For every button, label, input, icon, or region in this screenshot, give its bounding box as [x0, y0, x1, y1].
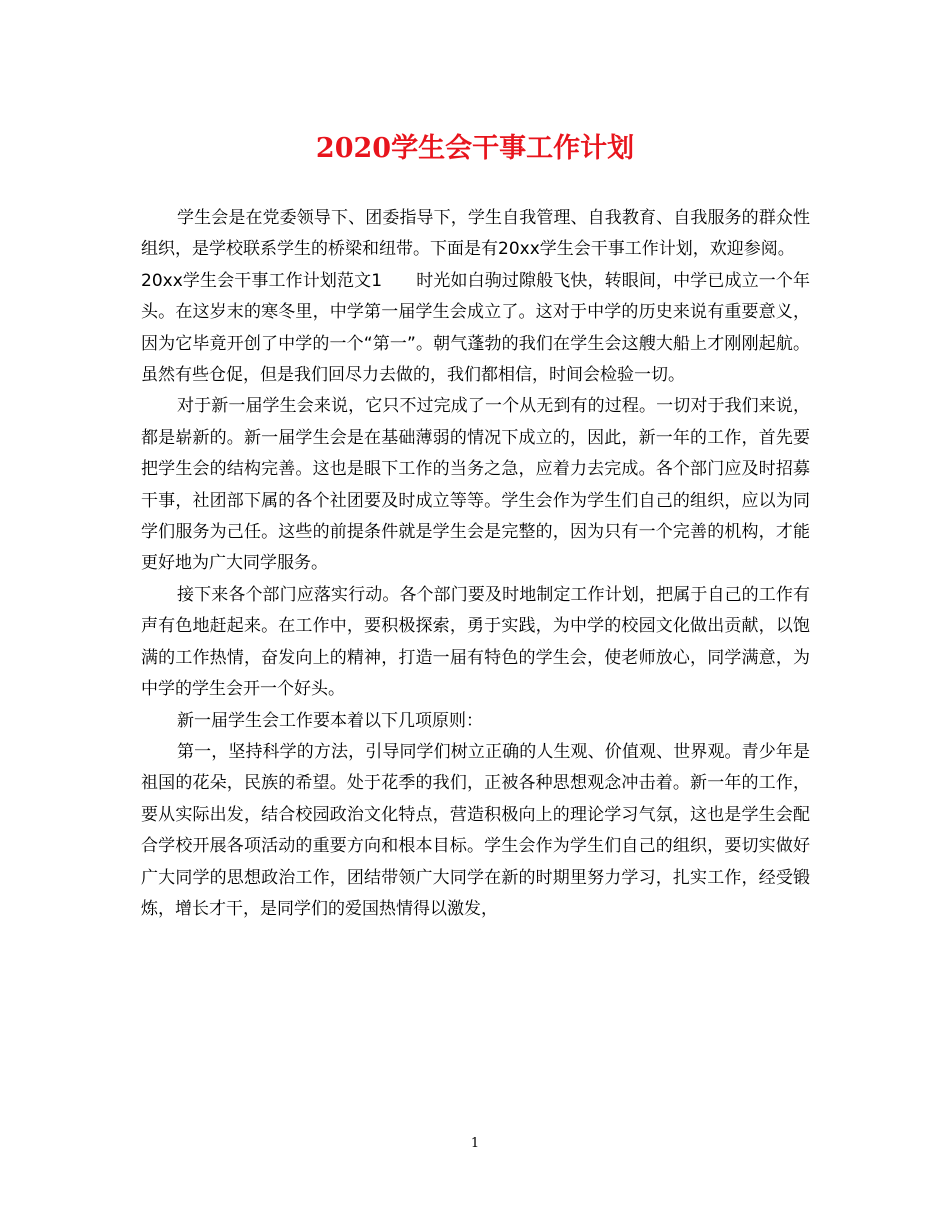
sample-text: 时光如白驹过隙般飞快，转眼间，中学已成立一个年头。在这岁末的寒冬里，中学第一届学生会成立了。这对于中学的历史来说有重要意义，因为它毕竟开创了中学的一个“第一”。朝气蓬勃的我们在学生会这艘大船上才刚刚起航。虽然有些仓促，但是我们回尽力去做的，我们都相信，时间会检验一切。: [141, 270, 810, 386]
document-title: 2020学生会干事工作计划: [315, 133, 635, 164]
paragraph-new-council: 对于新一届学生会来说，它只不过完成了一个从无到有的过程。一切对于我们来说，都是崭新的。新一届学生会是在基础薄弱的情况下成立的，因此，新一年的工作，首先要把学生会的结构完善。这也是眼下工作的当务之急，应着力去完成。各个部门应及时招募干事，社团部下属的各个社团要及时成立等等。学生会作为学生们自己的组织，应以为同学们服务为己任。这些的前提条件就是学生会是完整的，因为只有一个完善的机构，才能更好地为广大同学服务。: [141, 396, 810, 574]
paragraph-principle-1: 第一，坚持科学的方法，引导同学们树立正确的人生观、价值观、世界观。青少年是祖国的花朵，民族的希望。处于花季的我们，正被各种思想观念冲击着。新一年的工作，要从实际出发，结合校园政治文化特点，营造积极向上的理论学习气氛，这也是学生会配合学校开展各项活动的重要方向和根本目标。学生会作为学生们自己的组织，要切实做好广大同学的思想政治工作，团结带领广大同学在新的时期里努力学习，扎实工作，经受锻炼，增长才干，是同学们的爱国热情得以激发，: [141, 741, 810, 919]
paragraph-principles-intro: 新一届学生会工作要本着以下几项原则：: [177, 710, 483, 731]
document-body: [141, 203, 810, 925]
paragraph-departments: 接下来各个部门应落实行动。各个部门要及时地制定工作计划，把属于自己的工作有声有色地赶起来。在工作中，要积极探索，勇于实践，为中学的校园文化做出贡献，以饱满的工作热情，奋发向上的精神，打造一届有特色的学生会，使老师放心，同学满意，为中学的学生会开一个好头。: [141, 584, 810, 700]
paragraph-intro: 学生会是在党委领导下、团委指导下，学生自我管理、自我教育、自我服务的群众性组织，是学校联系学生的桥梁和纽带。下面是有20xx学生会干事工作计划，欢迎参阅。: [141, 208, 810, 260]
sample-heading: 20xx学生会干事工作计划范文1: [141, 270, 383, 291]
paragraph-sample-1: [141, 266, 810, 392]
page-number: 1: [470, 1136, 480, 1151]
